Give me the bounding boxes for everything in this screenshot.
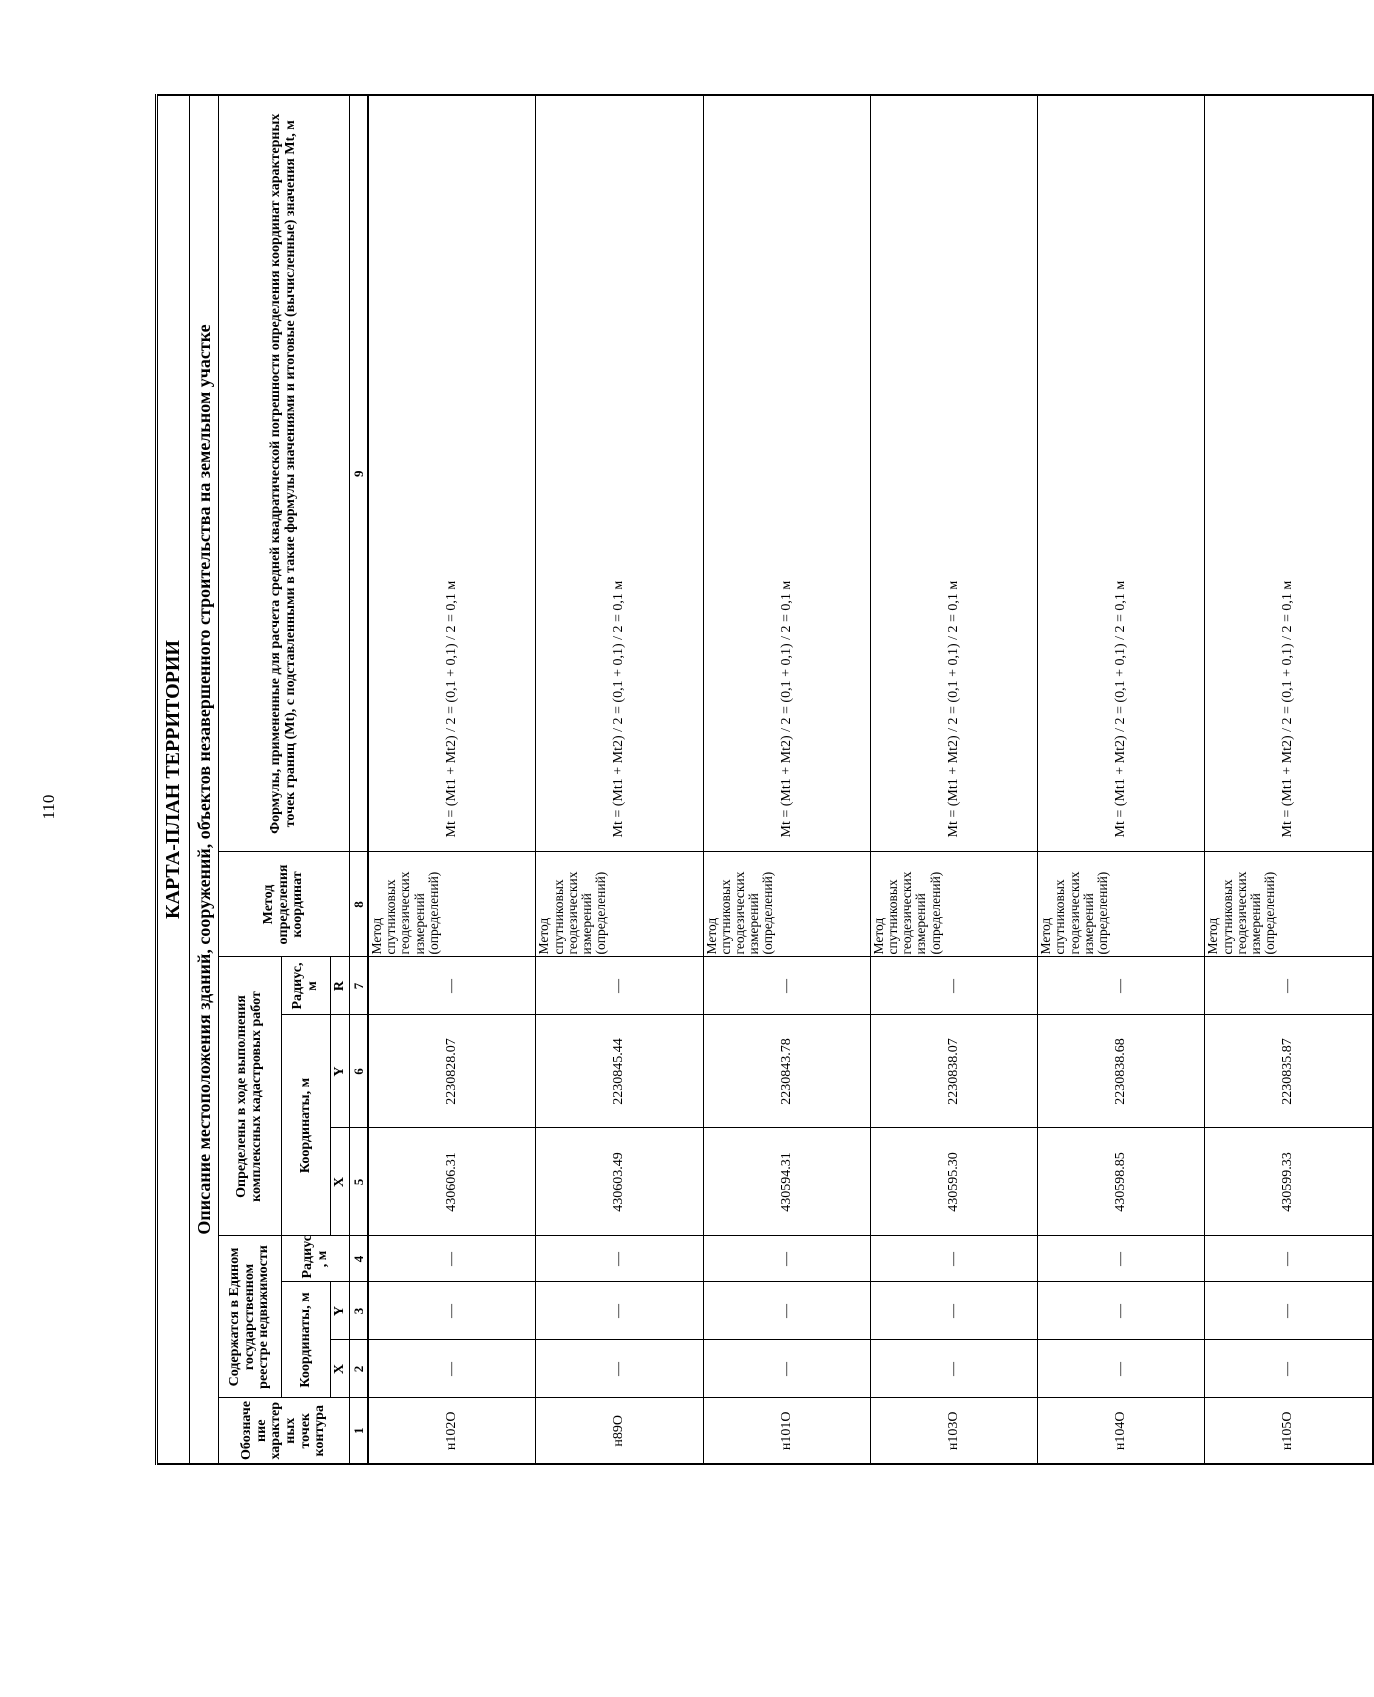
egrn-radius: — bbox=[536, 1236, 703, 1282]
egrn-radius: — bbox=[870, 1236, 1037, 1282]
table-row bbox=[536, 95, 703, 1464]
point-designation: н89О bbox=[536, 1398, 703, 1464]
table-row bbox=[703, 95, 870, 1464]
ckr-radius: — bbox=[703, 957, 870, 1015]
formula: Mt = (Mt1 + Mt2) / 2 = (0,1 + 0,1) / 2 = 0,1 м bbox=[870, 95, 1037, 852]
egrn-x: — bbox=[536, 1340, 703, 1398]
ckr-radius: — bbox=[368, 957, 536, 1015]
ckr-x: 430603.49 bbox=[536, 1128, 703, 1236]
formula: Mt = (Mt1 + Mt2) / 2 = (0,1 + 0,1) / 2 = 0,1 м bbox=[1205, 95, 1373, 852]
point-designation: н105О bbox=[1205, 1398, 1373, 1464]
egrn-x: — bbox=[1038, 1340, 1205, 1398]
ckr-y: 2230843.78 bbox=[703, 1015, 870, 1128]
egrn-radius: — bbox=[703, 1236, 870, 1282]
egrn-x: — bbox=[870, 1340, 1037, 1398]
egrn-y: — bbox=[1205, 1282, 1373, 1340]
egrn-x: — bbox=[1205, 1340, 1373, 1398]
ckr-y: 2230845.44 bbox=[536, 1015, 703, 1128]
egrn-x: — bbox=[703, 1340, 870, 1398]
ckr-x: 430606.31 bbox=[368, 1128, 536, 1236]
formula: Mt = (Mt1 + Mt2) / 2 = (0,1 + 0,1) / 2 = 0,1 м bbox=[1038, 95, 1205, 852]
page-number: 110 bbox=[39, 794, 58, 820]
ckr-radius: — bbox=[1038, 957, 1205, 1015]
ckr-y: 2230838.68 bbox=[1038, 1015, 1205, 1128]
header-ckr-coords: Координаты, м bbox=[282, 1015, 331, 1236]
table-title: КАРТА-ПЛАН ТЕРРИТОРИИ bbox=[157, 95, 190, 1464]
egrn-radius: — bbox=[1205, 1236, 1373, 1282]
formula: Mt = (Mt1 + Mt2) / 2 = (0,1 + 0,1) / 2 = 0,1 м bbox=[703, 95, 870, 852]
egrn-y: — bbox=[536, 1282, 703, 1340]
col-num-8: 8 bbox=[350, 852, 369, 957]
col-num-2: 2 bbox=[350, 1340, 369, 1398]
method: Метод спутниковых геодезических измерений (определений) bbox=[368, 852, 536, 957]
table-row bbox=[368, 95, 536, 1464]
header-designation: Обозначе ние характер ных точек контура bbox=[219, 1398, 350, 1464]
ckr-y: 2230835.87 bbox=[1205, 1015, 1373, 1128]
col-num-6: 6 bbox=[350, 1015, 369, 1128]
header-egrn-radius: Радиус , м bbox=[282, 1236, 350, 1282]
egrn-y: — bbox=[703, 1282, 870, 1340]
ckr-y: 2230828.07 bbox=[368, 1015, 536, 1128]
header-egrn-y: Y bbox=[331, 1282, 350, 1340]
point-designation: н103О bbox=[870, 1398, 1037, 1464]
header-ckr-y: Y bbox=[331, 1015, 350, 1128]
ckr-x: 430595.30 bbox=[870, 1128, 1037, 1236]
ckr-radius: — bbox=[870, 957, 1037, 1015]
header-ckr-r: R bbox=[331, 957, 350, 1015]
egrn-y: — bbox=[870, 1282, 1037, 1340]
method: Метод спутниковых геодезических измерений (определений) bbox=[1038, 852, 1205, 957]
egrn-radius: — bbox=[1038, 1236, 1205, 1282]
egrn-y: — bbox=[1038, 1282, 1205, 1340]
table-subtitle: Описание местоположения зданий, сооружений, объектов незавершенного строительства на земельном участке bbox=[190, 95, 219, 1464]
ckr-x: 430599.33 bbox=[1205, 1128, 1373, 1236]
table-row bbox=[1205, 95, 1373, 1464]
col-num-1: 1 bbox=[350, 1398, 369, 1464]
ckr-y: 2230838.07 bbox=[870, 1015, 1037, 1128]
formula: Mt = (Mt1 + Mt2) / 2 = (0,1 + 0,1) / 2 = 0,1 м bbox=[368, 95, 536, 852]
rotated-document bbox=[155, 94, 1374, 1465]
egrn-x: — bbox=[368, 1340, 536, 1398]
egrn-y: — bbox=[368, 1282, 536, 1340]
method: Метод спутниковых геодезических измерений (определений) bbox=[870, 852, 1037, 957]
ckr-x: 430594.31 bbox=[703, 1128, 870, 1236]
header-formula: Формулы, примененные для расчета средней квадратической погрешности определения координат характерных точек границ (Mt), с подставленными в такие формулы значениями и итоговые (вычисленные) значения Mt, м bbox=[219, 95, 350, 852]
coordinates-table bbox=[155, 94, 1374, 1465]
header-ckr-group: Определены в ходе выполнения комплексных кадастровых работ bbox=[219, 957, 282, 1236]
col-num-9: 9 bbox=[350, 95, 369, 852]
egrn-radius: — bbox=[368, 1236, 536, 1282]
col-num-5: 5 bbox=[350, 1128, 369, 1236]
point-designation: н101О bbox=[703, 1398, 870, 1464]
method: Метод спутниковых геодезических измерений (определений) bbox=[536, 852, 703, 957]
table-row bbox=[870, 95, 1037, 1464]
col-num-7: 7 bbox=[350, 957, 369, 1015]
header-egrn-coords: Координаты, м bbox=[282, 1282, 331, 1398]
ckr-radius: — bbox=[536, 957, 703, 1015]
col-num-3: 3 bbox=[350, 1282, 369, 1340]
table-row bbox=[1038, 95, 1205, 1464]
ckr-radius: — bbox=[1205, 957, 1373, 1015]
method: Метод спутниковых геодезических измерений (определений) bbox=[703, 852, 870, 957]
header-ckr-radius: Радиус, м bbox=[282, 957, 331, 1015]
method: Метод спутниковых геодезических измерений (определений) bbox=[1205, 852, 1373, 957]
header-egrn-group: Содержатся в Едином государственном реестре недвижимости bbox=[219, 1236, 282, 1398]
header-ckr-x: X bbox=[331, 1128, 350, 1236]
header-egrn-x: X bbox=[331, 1340, 350, 1398]
header-method: Метод определения координат bbox=[219, 852, 350, 957]
point-designation: н104О bbox=[1038, 1398, 1205, 1464]
point-designation: н102О bbox=[368, 1398, 536, 1464]
ckr-x: 430598.85 bbox=[1038, 1128, 1205, 1236]
col-num-4: 4 bbox=[350, 1236, 369, 1282]
formula: Mt = (Mt1 + Mt2) / 2 = (0,1 + 0,1) / 2 = 0,1 м bbox=[536, 95, 703, 852]
